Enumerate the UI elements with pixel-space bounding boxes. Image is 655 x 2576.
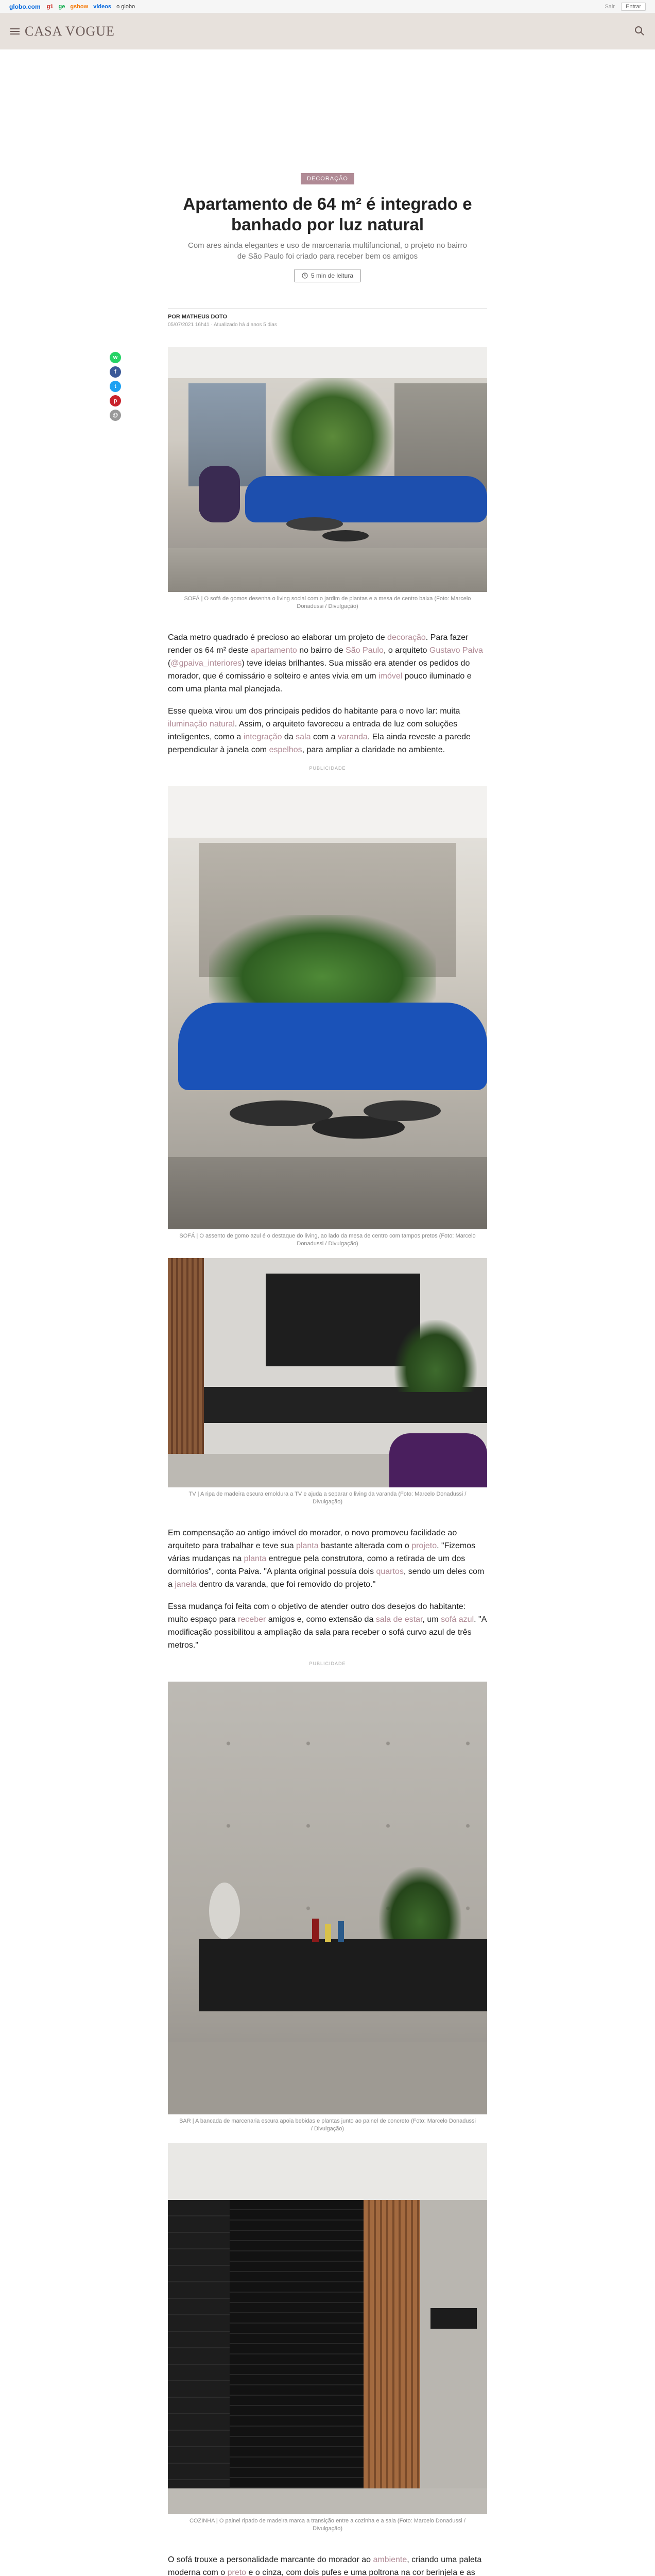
link-instagram[interactable]: @gpaiva_interiores — [170, 659, 242, 668]
article-subtitle: Com ares ainda elegantes e uso de marcenaria multifuncional, o projeto no bairro de São Paulo foi criado para receber bem os amigos — [188, 241, 467, 261]
caption-2: SOFÁ | O assento de gomo azul é o destaque do living, ao lado da mesa de centro com tampos pretos (Foto: Marcelo Donadussi / Divulgação) — [179, 1233, 476, 1247]
article-body — [168, 347, 487, 2576]
link-decoracao[interactable]: decoração — [387, 633, 426, 642]
photo-wood-column — [168, 2143, 487, 2514]
photo-bar-concrete — [168, 1682, 487, 2114]
pinterest-icon[interactable]: p — [110, 395, 121, 406]
ad-label: PUBLICIDADE — [309, 766, 346, 771]
link-planta-2[interactable]: planta — [244, 1554, 267, 1563]
caption-5: COZINHA | O painel ripado de madeira marca a transição entre a cozinha e a sala (Foto: Marcelo Donadussi / Divulgação) — [189, 2518, 466, 2532]
link-planta[interactable]: planta — [296, 1541, 319, 1550]
link-preto[interactable]: preto — [227, 2568, 247, 2576]
globo-link-gshow[interactable]: gshow — [70, 3, 89, 10]
paragraph-4: Essa mudança foi feita com o objetivo de atender outro dos desejos do habitante: muito espaço para receber amigos e, como extensão da sala de estar, um sofá azul. "A modificação possibilitou a ampliação da sala para receber o sofá curvo azul de três metros." — [168, 1602, 487, 1650]
share-rail — [110, 352, 121, 421]
link-sala-de-estar[interactable]: sala de estar — [375, 1615, 423, 1624]
reading-time-label: 5 min de leitura — [311, 272, 354, 279]
globo-account — [605, 3, 646, 11]
twitter-icon[interactable]: t — [110, 381, 121, 392]
paragraph-2: Esse queixa virou um dos principais pedidos do habitante para o novo lar: muita iluminação natural. Assim, o arquiteto favoreceu a entrada de luz com soluções inteligentes, como a integração da sala com a varanda. Ela ainda reveste a parede perpendicular à janela com espelhos, para ampliar a claridade no ambiente. — [168, 707, 471, 754]
link-integracao[interactable]: integração — [243, 733, 282, 741]
caption-3: TV | A ripa de madeira escura emoldura a TV e ajuda a separar o living da varanda (Foto: Marcelo Donadussi / Divulgação) — [188, 1491, 467, 1505]
paragraph-5: O sofá trouxe a personalidade marcante do morador ao ambiente, criando uma paleta moderna com o preto e o cinza, com dois pufes e uma poltrona na cor berinjela e as — [168, 2555, 482, 2576]
link-architect[interactable]: Gustavo Paiva — [429, 646, 483, 655]
author-name[interactable]: POR MATHEUS DOTO — [168, 314, 228, 320]
globo-topbar — [0, 0, 655, 13]
hamburger-menu-icon[interactable] — [10, 28, 20, 35]
email-icon[interactable]: @ — [110, 410, 121, 421]
link-janela[interactable]: janela — [175, 1580, 197, 1589]
globo-link-videos[interactable]: vídeos — [93, 3, 112, 10]
link-quartos[interactable]: quartos — [376, 1567, 404, 1576]
publish-date: 05/07/2021 16h41 · Atualizado há 4 anos 5 dias — [168, 322, 277, 328]
link-espelhos[interactable]: espelhos — [269, 745, 302, 754]
photo-sofa-vertical — [168, 786, 487, 1229]
globo-link-oglobo[interactable]: o globo — [116, 3, 135, 10]
clock-icon — [302, 273, 308, 279]
paragraph-3: Em compensação ao antigo imóvel do morador, o novo promoveu facilidade ao arquiteto para trabalhar e teve sua planta bastante alterada com o projeto. "Fizemos várias mudanças na planta entregue pela construtora, como a retirada de um dos dormitórios", conta Paiva. "A planta original possuía dois quartos, sendo um deles com a janela dentro da varanda, que foi removido do projeto." — [168, 1529, 485, 1589]
link-imovel[interactable]: imóvel — [378, 672, 403, 681]
globo-link-ge[interactable]: ge — [58, 3, 65, 10]
photo-tv-wall — [168, 1258, 487, 1487]
link-sao-paulo[interactable]: São Paulo — [346, 646, 384, 655]
link-projeto[interactable]: projeto — [411, 1541, 437, 1550]
link-sala[interactable]: sala — [296, 733, 311, 741]
link-receber[interactable]: receber — [238, 1615, 266, 1624]
link-ambiente[interactable]: ambiente — [373, 2555, 407, 2564]
link-sofa-azul[interactable]: sofá azul — [441, 1615, 474, 1624]
section-tag[interactable]: DECORAÇÃO — [301, 173, 354, 184]
caption-4: BAR | A bancada de marcenaria escura apoia bebidas e plantas junto ao painel de concreto (Foto: Marcelo Donadussi / Divulgação) — [179, 2118, 476, 2132]
ad-label-2: PUBLICIDADE — [309, 1661, 346, 1666]
globo-logo[interactable]: globo.com — [9, 3, 41, 10]
reading-time-badge — [294, 269, 361, 282]
logout-link[interactable]: Sair — [605, 3, 615, 10]
link-iluminacao[interactable]: iluminação natural — [168, 720, 235, 728]
casa-vogue-logo[interactable]: CASA VOGUE — [25, 24, 115, 39]
login-button[interactable]: Entrar — [621, 3, 646, 11]
link-varanda[interactable]: varanda — [337, 733, 368, 741]
search-icon[interactable] — [634, 26, 645, 36]
facebook-icon[interactable]: f — [110, 366, 121, 378]
photo-living-sofa — [168, 347, 487, 592]
caption-1: SOFÁ | O sofá de gomos desenha o living social com o jardim de plantas e a mesa de centro baixa (Foto: Marcelo Donadussi / Divulgação) — [184, 596, 471, 609]
link-apartamento[interactable]: apartamento — [250, 646, 297, 655]
byline — [168, 308, 487, 328]
article-title: Apartamento de 64 m² é integrado e banhado por luz natural — [183, 194, 472, 234]
masthead — [0, 13, 655, 49]
paragraph-1: Cada metro quadrado é precioso ao elaborar um projeto de decoração. Para fazer render os 64 m² deste apartamento no bairro de São Paulo, o arquiteto Gustavo Paiva (@gpaiva_interiores) teve ideias brilhantes. Sua missão era atender os pedidos do morador, que é comissário e solteiro e antes vivia em um imóvel pouco iluminado e com uma planta mal planejada. — [168, 633, 483, 693]
globo-link-g1[interactable]: g1 — [46, 3, 54, 10]
whatsapp-icon[interactable]: w — [110, 352, 121, 363]
globo-links — [47, 4, 135, 10]
article-header — [168, 173, 487, 282]
